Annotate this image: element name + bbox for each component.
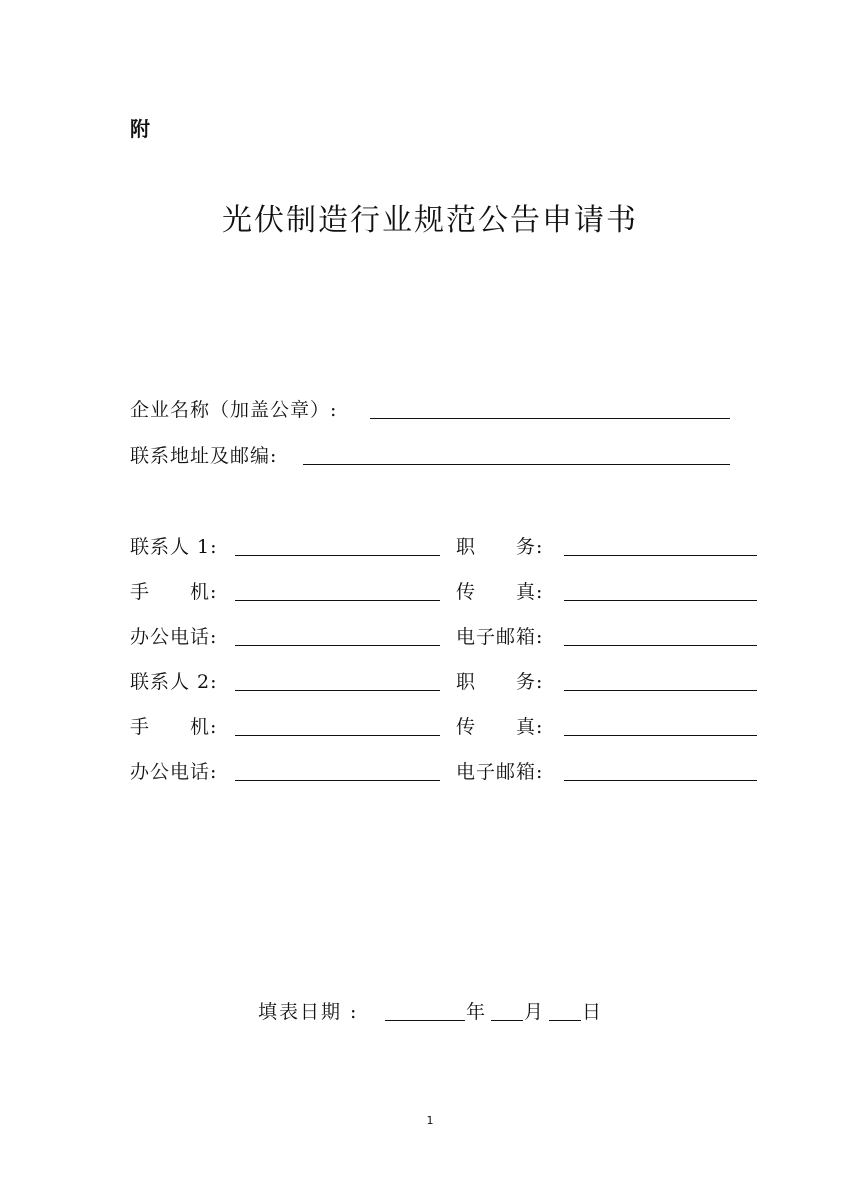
contact2-position-field[interactable] [564,690,757,691]
contact2-fax-label: 传 真: [456,716,544,738]
date-day-field[interactable] [549,1020,581,1021]
date-day-label: 日 [582,1001,604,1023]
contact2-mobile-label: 手 机: [130,716,218,738]
contact2-label: 联系人 2: [130,671,218,693]
contact2-email-label: 电子邮箱: [456,761,544,783]
contact1-label: 联系人 1: [130,536,218,558]
date-year-label: 年 [466,1001,488,1023]
date-month-label: 月 [524,1001,546,1023]
address-field[interactable] [303,464,730,465]
company-name-field[interactable] [370,418,730,419]
page-number: 1 [426,1114,434,1127]
contact1-mobile-label: 手 机: [130,581,218,603]
contact2-mobile-field[interactable] [235,735,440,736]
contact2-office-phone-label: 办公电话: [130,761,218,783]
contact2-office-phone-field[interactable] [235,780,440,781]
company-name-label: 企业名称（加盖公章）: [130,399,338,421]
contact1-office-phone-field[interactable] [235,645,440,646]
contact2-field[interactable] [235,690,440,691]
contact1-office-phone-label: 办公电话: [130,626,218,648]
contact1-email-field[interactable] [564,645,757,646]
contact2-position-label: 职 务: [456,671,544,693]
contact1-fax-label: 传 真: [456,581,544,603]
fill-date-label: 填表日期 : [258,1001,359,1023]
date-year-field[interactable] [385,1020,465,1021]
date-month-field[interactable] [491,1020,523,1021]
contact1-fax-field[interactable] [564,600,757,601]
contact1-position-label: 职 务: [456,536,544,558]
contact1-position-field[interactable] [564,555,757,556]
contact1-field[interactable] [235,555,440,556]
contact2-fax-field[interactable] [564,735,757,736]
contact1-mobile-field[interactable] [235,600,440,601]
page-title: 光伏制造行业规范公告申请书 [222,203,638,238]
address-label: 联系地址及邮编: [130,445,278,467]
contact1-email-label: 电子邮箱: [456,626,544,648]
attachment-label: 附 [130,117,150,141]
contact2-email-field[interactable] [564,780,757,781]
